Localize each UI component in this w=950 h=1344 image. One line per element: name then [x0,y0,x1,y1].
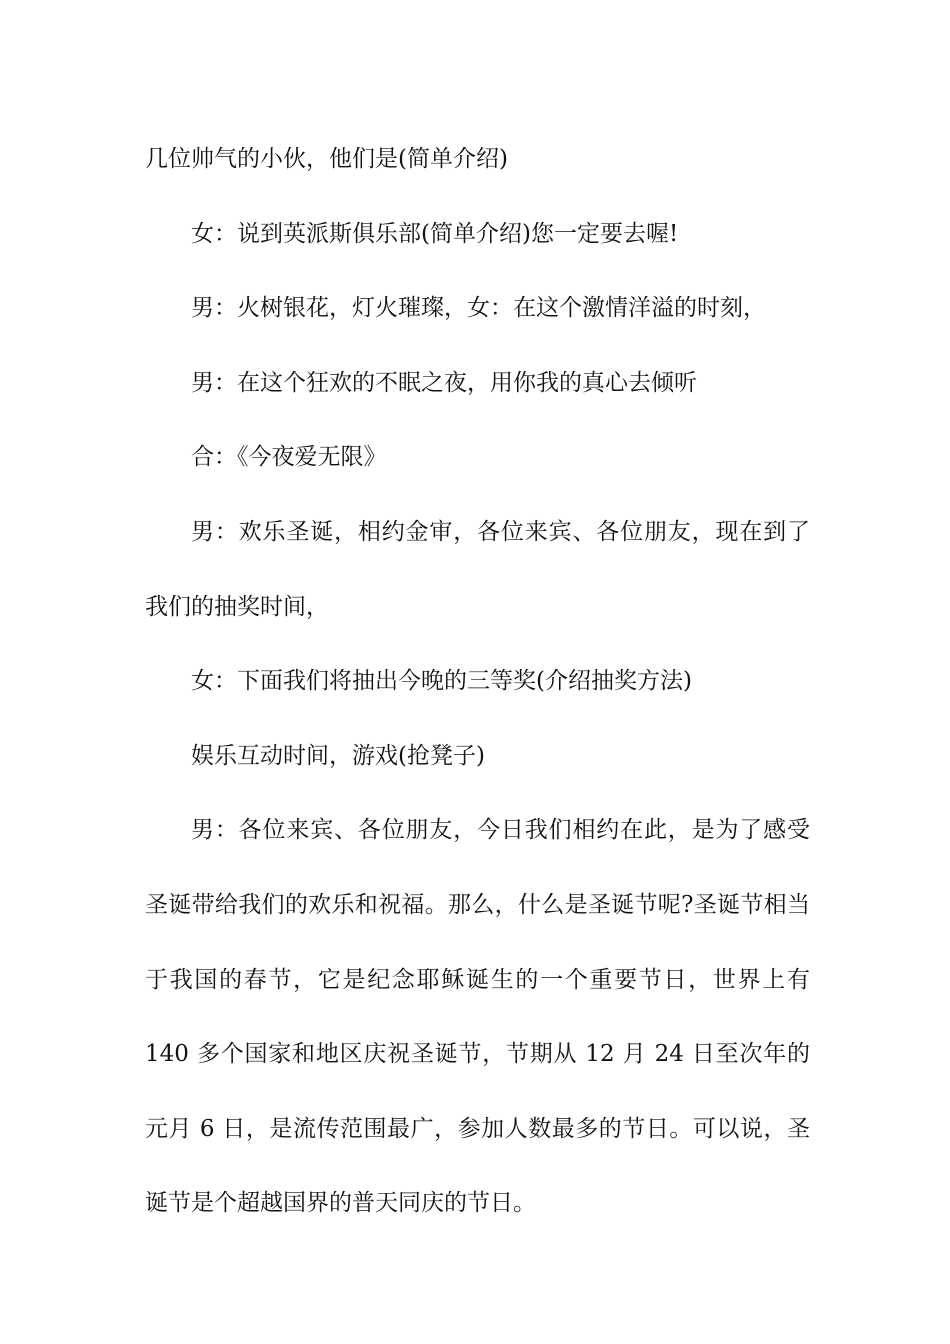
paragraph-2: 女：说到英派斯俱乐部(简单介绍)您一定要去喔! [191,220,679,247]
paragraph-9: 男：各位来宾、各位朋友，今日我们相约在此，是为了感受圣诞带给我们的欢乐和祝福。那么，什么是圣诞节呢?圣诞节相当于我国的春节，它是纪念耶稣诞生的一个重要节日，世界上有 140 多个国家和地区庆祝圣诞节，节期从 12 月 24 日至次年的元月 6 日，是流传范围最广，参加人数最多的节日。可以说，圣诞节是个超越国界的普天同庆的节日。 [145,817,810,1217]
paragraph-1: 几位帅气的小伙，他们是(简单介绍) [145,146,508,172]
paragraph-8: 娱乐互动时间，游戏(抢凳子) [191,742,485,769]
paragraph-6: 男：欢乐圣诞，相约金审，各位来宾、各位朋友，现在到了我们的抽奖时间， [145,518,810,620]
document-body [145,122,810,1241]
paragraph-5: 合：《今夜爱无限》 [191,444,387,471]
paragraph-7: 女：下面我们将抽出今晚的三等奖(介绍抽奖方法) [191,668,692,695]
paragraph-3: 男：火树银花，灯火璀璨，女：在这个激情洋溢的时刻， [191,295,766,322]
paragraph-4: 男：在这个狂欢的不眠之夜，用你我的真心去倾听 [191,369,697,396]
